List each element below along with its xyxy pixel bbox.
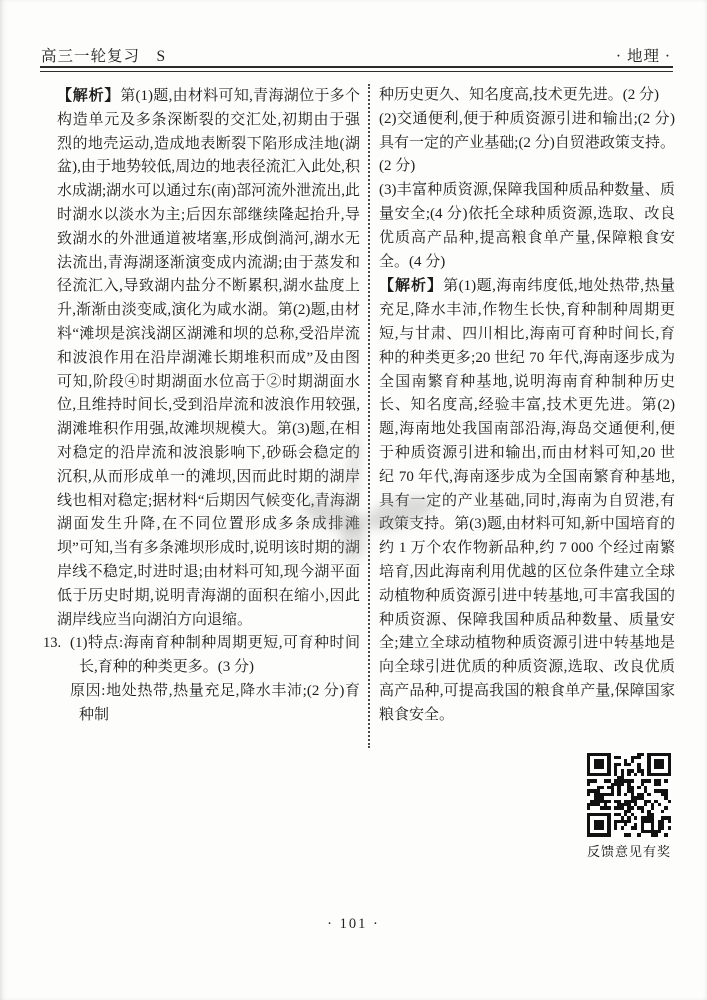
page-content [43, 84, 675, 863]
analysis-paragraph-left [57, 84, 360, 632]
page-header [41, 44, 671, 66]
item-number: 13. [43, 635, 62, 652]
analysis-text-right: 第(1)题,海南纬度低,地处热带,热量充足,降水丰沛,作物生长快,育种制种周期更短,与甘肃、四川相比,海南可育种时间长,育种的种类更多;20 世纪 70 年代,海南逐步成为全国南繁育种基地,说明海南育种制种历史长、知名度高,经验丰富,技术更先进。第(2)题,海南地处我国南部沿海,海岛交通便利,便于种质资源引进和输出,而由材料可知,20 世纪 70 年代,海南逐步成为全国南繁育种基地,具有一定的产业基础,同时,海南为自贸港,有政策支持。第(3)题,由材料可知,新中国培育的约 1 万个农作物新品种,约 7 000 个经过南繁培育,因此海南利用优越的区位条件建立全球动植物种质资源引进中转基地,可丰富我国的种质资源、保障我国种质品种数量、质量安全;建立全球动植物种质资源引进中转基地是向全球引进优质的种质资源,选取、改良优质高产品种,可提高我国的粮食单产量,保障国家粮食安全。 [379, 278, 675, 723]
continuation-paragraph: 种历史更久、知名度高,技术更先进。(2 分) [379, 87, 659, 103]
analysis-label: 【解析】 [57, 87, 121, 104]
left-column [43, 84, 360, 863]
page-footer [0, 916, 707, 933]
header-course-title: 高三一轮复习 S [41, 48, 167, 65]
answer-3-paragraph: (3)丰富种质资源,保障我国种质品种数量、质量安全;(4 分)依托全球种质资源,选取、改良优质高产品种,提高粮食单产量,保障粮食安全。(4 分) [379, 182, 675, 270]
header-subject-label: · 地理 · [615, 48, 671, 65]
answer-2-paragraph: (2)交通便利,便于种质资源引进和输出;(2 分)具有一定的产业基础;(2 分)自贸港政策支持。(2 分) [379, 110, 675, 175]
item-feature-paragraph: (1)特点:海南育种制种周期更短,可育种时间长,育种的种类更多。(3 分) [70, 635, 360, 676]
item-reason-paragraph: 原因:地处热带,热量充足,降水丰沛;(2 分)育种制 [70, 682, 360, 723]
item-13 [43, 632, 360, 727]
qr-caption: 反馈意见有奖 [586, 843, 671, 859]
analysis-paragraph-right [379, 274, 675, 727]
header-rule [40, 66, 673, 72]
analysis-text-left: 第(1)题,由材料可知,青海湖位于多个构造单元及多条深断裂的交汇处,初期由于强烈的地壳运动,造成地表断裂下陷形成洼地(湖盆),由于地势较低,周边的地表径流汇入此处,积水成湖;湖水可以通过东(南)部河流外泄流出,此时湖水以淡水为主;后因东部继续隆起抬升,导致湖水的外泄通道被堵塞,形成倒淌河,湖水无法流出,青海湖逐渐演变成内流湖;由于蒸发和径流汇入,导致湖内盐分不断累积,湖水盐度上升,渐渐由淡变咸,演化为咸水湖。第(2)题,由材料“滩坝是滨浅湖区湖滩和坝的总称,受沿岸流和波浪作用在沿岸湖滩长期堆积而成”及由图可知,阶段④时期湖面水位高于②时期湖面水位,且维持时间长,受到沿岸流和波浪作用较强,湖滩堆积作用强,故滩坝规模大。第(3)题,在相对稳定的沿岸流和波浪影响下,砂砾会稳定的沉积,从而形成单一的滩坝,因而此时期的湖岸线也相对稳定;据材料“后期因气候变化,青海湖湖面发生升降,在不同位置形成多条成排滩坝”可知,当有多条滩坝形成时,说明该时期的湖岸线不稳定,时进时退;由材料可知,现今湖平面低于历史时期,说明青海湖的面积在缩小,因此湖岸线应当向湖泊方向退缩。 [57, 88, 360, 628]
page-number: · 101 · [327, 916, 380, 932]
qr-code [587, 753, 671, 837]
feedback-qr-block [583, 753, 675, 864]
column-divider [368, 84, 370, 748]
right-column [379, 84, 675, 863]
analysis-label: 【解析】 [379, 277, 444, 295]
